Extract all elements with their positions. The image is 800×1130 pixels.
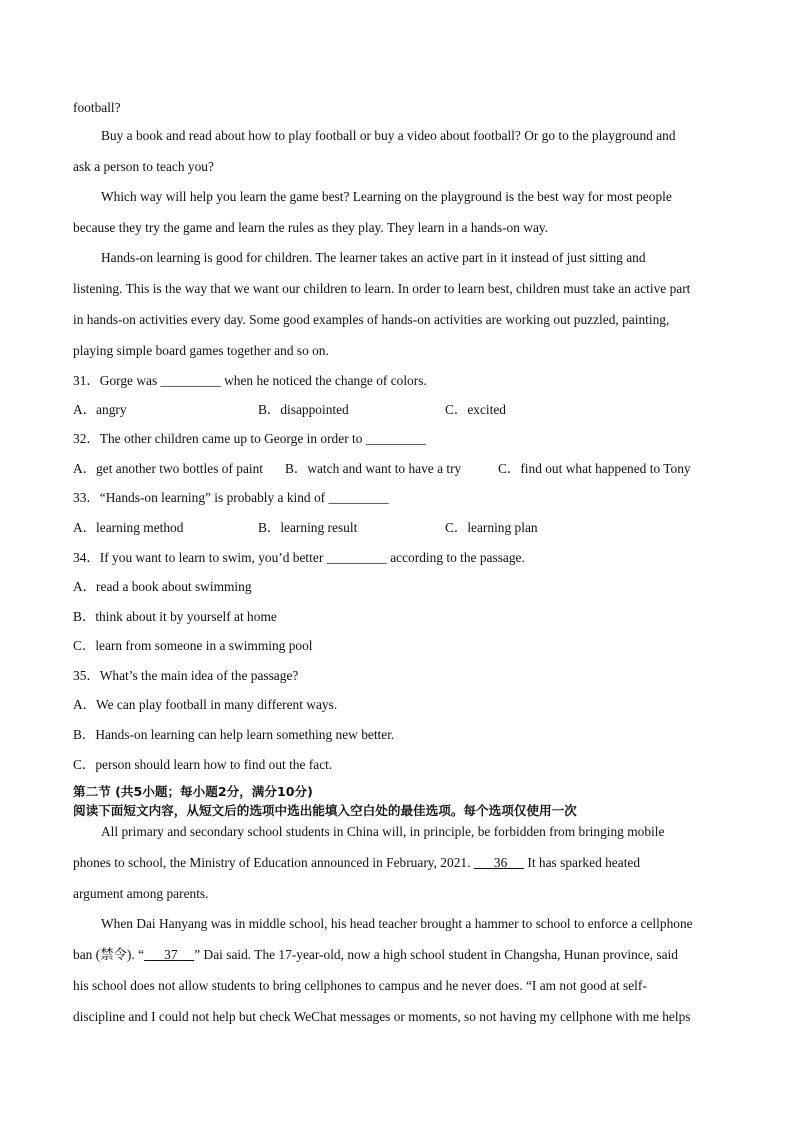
blank-36 xyxy=(474,855,524,870)
section-instruction: 阅读下面短文内容，从短文后的选项中选出能填入空白处的最佳选项。每个选项仅使用一次 xyxy=(73,803,577,818)
passage-line: Hands-on learning is good for children. The learner takes an active part in it instead of just sitting and xyxy=(101,250,646,265)
option-a: A．We can play football in many different ways. xyxy=(73,697,338,712)
blank-37 xyxy=(144,947,194,962)
option-a: A．angry xyxy=(73,402,127,417)
option-c: C．learning plan xyxy=(445,520,538,535)
option-c: C．person should learn how to find out the fact. xyxy=(73,757,333,772)
passage-line: playing simple board games together and so on. xyxy=(73,343,329,358)
passage-line: in hands-on activities every day. Some good examples of hands-on activities are working out puzzled, painting, xyxy=(73,312,670,327)
passage-line: Buy a book and read about how to play football or buy a video about football? Or go to the playground and xyxy=(101,128,676,143)
option-a: A．get another two bottles of paint xyxy=(73,461,264,476)
blank-number: 36 xyxy=(493,855,508,870)
passage-line: Which way will help you learn the game best? Learning on the playground is the best way for most people xyxy=(101,189,672,204)
option-a: A．learning method xyxy=(73,520,184,535)
question-stem-31: 31．Gorge was _________ when he noticed the change of colors. xyxy=(73,373,427,388)
passage-line: ask a person to teach you? xyxy=(73,159,214,174)
question-stem-34: 34．If you want to learn to swim, you’d better _________ according to the passage. xyxy=(73,550,525,565)
passage-line: because they try the game and learn the rules as they play. They learn in a hands-on way. xyxy=(73,220,549,235)
passage-line: football? xyxy=(73,100,121,115)
section-heading: 第二节 (共5小题；每小题2分，满分10分) xyxy=(73,784,313,799)
option-a: A．read a book about swimming xyxy=(73,579,252,594)
blank-number: 37 xyxy=(164,947,178,962)
option-c: C．excited xyxy=(445,402,506,417)
option-c: C．learn from someone in a swimming pool xyxy=(73,638,313,653)
option-b: B．watch and want to have a try xyxy=(285,461,462,476)
passage-line: discipline and I could not help but check WeChat messages or moments, so not having my cellphone with me helps xyxy=(73,1009,691,1024)
passage-line: listening. This is the way that we want our children to learn. In order to learn best, children must take an active part xyxy=(73,281,691,296)
option-b: B．Hands-on learning can help learn something new better. xyxy=(73,727,395,742)
question-stem-33: 33．“Hands-on learning” is probably a kind of _________ xyxy=(73,490,389,505)
passage-text: ” Dai said. The 17-year-old, now a high school student in Changsha, Hunan province, said xyxy=(194,947,678,962)
passage-line: his school does not allow students to bring cellphones to campus and he never does. “I am not good at self- xyxy=(73,978,647,993)
question-stem-32: 32．The other children came up to George in order to _________ xyxy=(73,431,427,446)
passage-text: ban (禁令). “ xyxy=(73,947,145,962)
option-c: C．find out what happened to Tony xyxy=(498,461,691,476)
option-b: B．disappointed xyxy=(258,402,349,417)
passage-line: argument among parents. xyxy=(73,886,209,901)
passage-text: It has sparked heated xyxy=(527,855,641,870)
passage-line xyxy=(73,948,678,961)
question-stem-35: 35．What’s the main idea of the passage? xyxy=(73,668,299,683)
passage-line: All primary and secondary school students in China will, in principle, be forbidden from bringing mobile xyxy=(101,824,665,839)
option-b: B．learning result xyxy=(258,520,358,535)
passage-line: When Dai Hanyang was in middle school, his head teacher brought a hammer to school to enforce a cellphone xyxy=(101,916,693,931)
passage-text: phones to school, the Ministry of Education announced in February, 2021. xyxy=(73,855,471,870)
option-b: B．think about it by yourself at home xyxy=(73,609,277,624)
passage-line xyxy=(73,856,640,869)
